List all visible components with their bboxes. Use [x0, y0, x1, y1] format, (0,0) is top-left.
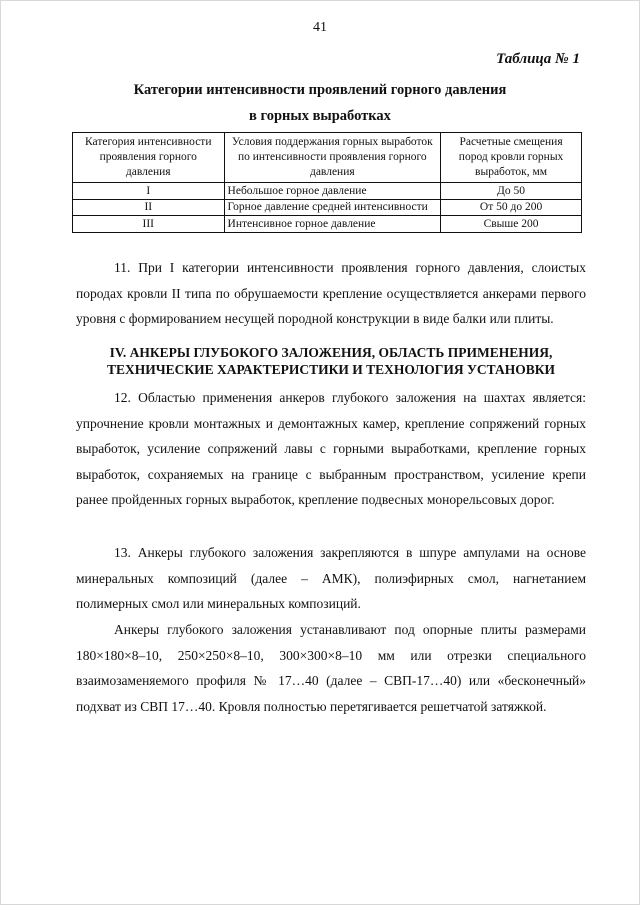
section-heading-line-1: IV. АНКЕРЫ ГЛУБОКОГО ЗАЛОЖЕНИЯ, ОБЛАСТЬ ПРИМЕНЕНИЯ,: [109, 345, 553, 360]
cell-condition: Небольшое горное давление: [224, 183, 441, 200]
cell-displacement: До 50: [441, 183, 582, 200]
cell-category: II: [73, 200, 225, 216]
cell-category: I: [73, 183, 225, 200]
section-heading: [76, 344, 586, 378]
table-title-line-2: в горных выработках: [249, 108, 391, 124]
table-row: [73, 216, 582, 233]
cell-condition: Интенсивное горное давление: [224, 216, 441, 233]
cell-displacement: Свыше 200: [441, 216, 582, 233]
header-conditions: Условия поддержания горных выработок по интенсивности проявления горного давления: [224, 133, 441, 183]
cell-category: III: [73, 216, 225, 233]
page-number: 41: [313, 20, 327, 35]
paragraph-13: 13. Анкеры глубокого заложения закрепляются в шпуре ампулами на основе минеральных композиций (далее – АМК), полиэфирных смол, нагнетанием полимерных смол или минеральных композиций.: [76, 545, 586, 611]
paragraph-12: 12. Областью применения анкеров глубокого заложения на шахтах является: упрочнение кровли монтажных и демонтажных камер, крепление сопряжений горных выработок, усиление сопряжений лавы с горными выработками, крепление горных выработок, сохраняемых на границе с выбранным пространством, усиление крепи ранее пройденных горных выработок, крепление подвесных монорельсовых дорог.: [76, 390, 586, 507]
table-header-row: [73, 133, 582, 183]
table-row: [73, 200, 582, 216]
paragraph-11: 11. При I категории интенсивности проявления горного давления, слоистых породах кровли II типа по обрушаемости крепление осуществляется анкерами первого уровня с формированием несущей породной конструкции в виде балки или плиты.: [76, 260, 586, 326]
header-displacement: Расчетные смещения пород кровли горных выработок, мм: [441, 133, 582, 183]
header-category: Категория интенсивности проявления горного давления: [73, 133, 225, 183]
cell-condition: Горное давление средней интенсивности: [224, 200, 441, 216]
table-row: [73, 183, 582, 200]
table-caption: Таблица № 1: [496, 51, 580, 67]
table-title-line-1: Категории интенсивности проявлений горного давления: [133, 82, 507, 98]
cell-displacement: От 50 до 200: [441, 200, 582, 216]
section-heading-line-2: ТЕХНИЧЕСКИЕ ХАРАКТЕРИСТИКИ И ТЕХНОЛОГИЯ УСТАНОВКИ: [106, 362, 556, 377]
paragraph-14: Анкеры глубокого заложения устанавливают под опорные плиты размерами 180×180×8–10, 250×250×8–10, 300×300×8–10 мм или отрезки специального взаимозаменяемого профиля № 17…40 (далее – СВП-17…40) или «бесконечный» подхват из СВП 17…40. Кровля полностью перетягивается решетчатой затяжкой.: [76, 622, 586, 714]
pressure-categories-table: [72, 132, 582, 233]
